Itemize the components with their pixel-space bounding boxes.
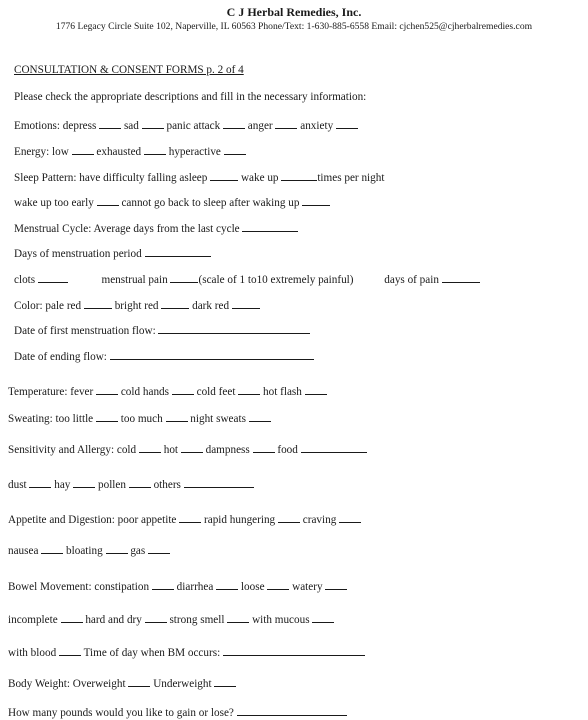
field-label: cannot go back to sleep after waking up	[118, 197, 303, 209]
field-label: hay	[51, 479, 74, 491]
field-label: Underweight	[150, 678, 215, 690]
field-label: dampness	[202, 444, 253, 456]
field-label: strong smell	[166, 614, 228, 626]
field-label: bright red	[111, 300, 162, 312]
blank-line[interactable]	[210, 170, 238, 181]
form-line	[8, 384, 327, 399]
blank-line[interactable]	[158, 323, 310, 334]
blank-line[interactable]	[275, 118, 297, 129]
form-line	[14, 272, 480, 287]
blank-line[interactable]	[253, 442, 275, 453]
blank-line[interactable]	[238, 384, 260, 395]
blank-line[interactable]	[161, 298, 189, 309]
blank-line[interactable]	[129, 477, 151, 488]
field-label: too much	[117, 413, 166, 425]
form-line	[14, 298, 260, 313]
field-label: Time of day when BM occurs:	[80, 647, 223, 659]
blank-line[interactable]	[249, 411, 271, 422]
blank-line[interactable]	[312, 612, 334, 623]
field-label: watery	[289, 581, 326, 593]
blank-line[interactable]	[223, 645, 365, 656]
form-line	[14, 221, 298, 236]
blank-line[interactable]	[96, 384, 118, 395]
field-label: times per night	[317, 172, 385, 184]
field-label: Color: pale red	[14, 300, 84, 312]
blank-line[interactable]	[237, 705, 347, 716]
blank-line[interactable]	[97, 195, 119, 206]
field-label: Sweating: too little	[8, 413, 96, 425]
field-label: nausea	[8, 545, 42, 557]
field-label: clots	[14, 274, 38, 286]
blank-line[interactable]	[442, 272, 480, 283]
blank-line[interactable]	[223, 118, 245, 129]
field-label: anxiety	[297, 120, 336, 132]
blank-line[interactable]	[232, 298, 260, 309]
form-line	[8, 411, 271, 426]
blank-line[interactable]	[29, 477, 51, 488]
blank-line[interactable]	[278, 512, 300, 523]
field-label: with blood	[8, 647, 59, 659]
field-label: dark red	[189, 300, 232, 312]
field-label: cold feet	[193, 386, 239, 398]
field-label: hyperactive	[165, 146, 224, 158]
field-label: Sensitivity and Allergy: cold	[8, 444, 139, 456]
form-title: CONSULTATION & CONSENT FORMS p. 2 of 4	[14, 64, 244, 76]
field-label: Temperature: fever	[8, 386, 97, 398]
field-label: How many pounds would you like to gain or lose?	[8, 707, 237, 719]
form-line	[8, 612, 334, 627]
blank-line[interactable]	[41, 543, 63, 554]
form-line	[14, 118, 358, 133]
form-line	[8, 512, 361, 527]
form-line	[8, 579, 347, 594]
field-label: hard and dry	[82, 614, 145, 626]
field-label: Days of menstruation period	[14, 248, 145, 260]
field-label: Date of first menstruation flow:	[14, 325, 159, 337]
form-line	[14, 323, 310, 338]
blank-line[interactable]	[179, 512, 201, 523]
field-label: anger	[245, 120, 276, 132]
field-label: exhausted	[93, 146, 144, 158]
blank-line[interactable]	[242, 221, 298, 232]
blank-line[interactable]	[216, 579, 238, 590]
blank-line[interactable]	[142, 118, 164, 129]
field-label: with mucous	[249, 614, 313, 626]
field-label: panic attack	[163, 120, 223, 132]
blank-line[interactable]	[227, 612, 249, 623]
field-label: rapid hungering	[201, 514, 278, 526]
blank-line[interactable]	[181, 442, 203, 453]
field-label: others	[150, 479, 184, 491]
blank-line[interactable]	[305, 384, 327, 395]
form-line	[14, 349, 314, 364]
form-line	[8, 645, 365, 660]
field-label: hot	[160, 444, 181, 456]
blank-line[interactable]	[72, 144, 94, 155]
blank-line[interactable]	[38, 272, 68, 283]
blank-line[interactable]	[110, 349, 314, 360]
field-label: sad	[121, 120, 142, 132]
field-label: dust	[8, 479, 30, 491]
field-label: wake up too early	[14, 197, 97, 209]
field-label: wake up	[238, 172, 282, 184]
blank-line[interactable]	[301, 442, 367, 453]
field-label: food	[274, 444, 301, 456]
field-label: night sweats	[187, 413, 249, 425]
field-label: diarrhea	[173, 581, 217, 593]
field-label: loose	[238, 581, 268, 593]
blank-line[interactable]	[148, 543, 170, 554]
blank-line[interactable]	[184, 477, 254, 488]
blank-line[interactable]	[73, 477, 95, 488]
form-line	[8, 676, 236, 691]
blank-line[interactable]	[214, 676, 236, 687]
field-label: incomplete	[8, 614, 61, 626]
blank-line[interactable]	[96, 411, 118, 422]
form-line	[14, 144, 246, 159]
blank-line[interactable]	[172, 384, 194, 395]
field-label: Emotions: depress	[14, 120, 100, 132]
blank-line[interactable]	[166, 411, 188, 422]
form-line	[14, 246, 211, 261]
field-label: gas	[127, 545, 149, 557]
blank-line[interactable]	[302, 195, 330, 206]
field-label: bloating	[63, 545, 106, 557]
blank-line[interactable]	[170, 272, 198, 283]
blank-line[interactable]	[84, 298, 112, 309]
form-instructions: Please check the appropriate descriptions and fill in the necessary information:	[14, 91, 367, 103]
company-name: C J Herbal Remedies, Inc.	[226, 5, 362, 19]
blank-line[interactable]	[99, 118, 121, 129]
blank-line[interactable]	[59, 645, 81, 656]
field-label: (scale of 1 to10 extremely painful) days of pain	[198, 274, 442, 286]
field-label: Sleep Pattern: have difficulty falling asleep	[14, 172, 211, 184]
form-line	[14, 170, 384, 185]
field-label: Bowel Movement: constipation	[8, 581, 152, 593]
field-label: pollen	[95, 479, 129, 491]
contact-line: 1776 Legacy Circle Suite 102, Naperville, IL 60563 Phone/Text: 1-630-885-6558 Email: cjchen525@cjherbalremedies.com	[55, 21, 533, 32]
blank-line[interactable]	[339, 512, 361, 523]
blank-line[interactable]	[139, 442, 161, 453]
field-label: Date of ending flow:	[14, 351, 110, 363]
field-label: cold hands	[118, 386, 172, 398]
blank-line[interactable]	[152, 579, 174, 590]
blank-line[interactable]	[144, 144, 166, 155]
blank-line[interactable]	[128, 676, 150, 687]
blank-line[interactable]	[106, 543, 128, 554]
blank-line[interactable]	[325, 579, 347, 590]
form-line	[8, 477, 254, 492]
field-label: Energy: low	[14, 146, 72, 158]
blank-line[interactable]	[281, 170, 317, 181]
blank-line[interactable]	[145, 612, 167, 623]
blank-line[interactable]	[267, 579, 289, 590]
form-line	[8, 442, 367, 457]
field-label: menstrual pain	[67, 274, 171, 286]
blank-line[interactable]	[336, 118, 358, 129]
blank-line[interactable]	[145, 246, 211, 257]
field-label: Menstrual Cycle: Average days from the last cycle	[14, 223, 243, 235]
form-line	[14, 195, 330, 210]
blank-line[interactable]	[61, 612, 83, 623]
form-line	[8, 543, 170, 558]
field-label: Body Weight: Overweight	[8, 678, 129, 690]
field-label: hot flash	[260, 386, 305, 398]
form-line	[8, 705, 347, 720]
blank-line[interactable]	[224, 144, 246, 155]
field-label: Appetite and Digestion: poor appetite	[8, 514, 180, 526]
field-label: craving	[299, 514, 340, 526]
